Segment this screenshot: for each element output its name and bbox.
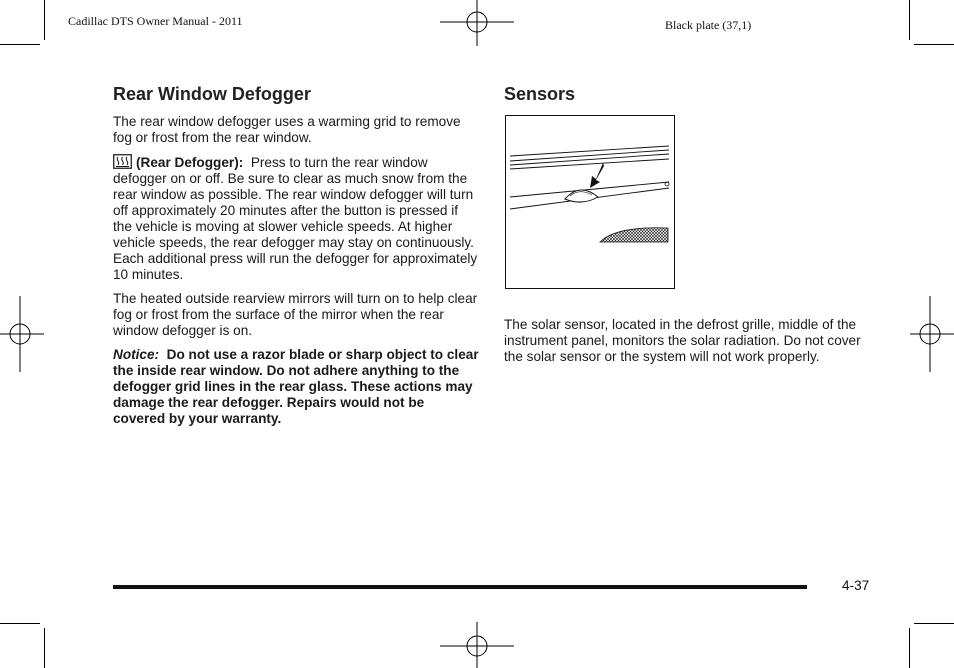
notice-label: Notice:	[113, 347, 160, 362]
solar-sensor-illustration	[506, 116, 673, 287]
registration-mark-top	[440, 0, 514, 46]
defogger-button-text: Press to turn the rear window defogger on or off. Be sure to clear as much snow from the rear window as possible. The rear window defogger will turn off approximately 20 minutes after the button is pressed if the vehicle is moving at slower vehicle speeds. At higher vehicle speeds, the rear defogger may stay on continuously. Each additional press will run the defogger for approximately 10 minutes.	[113, 155, 478, 282]
rear-window-defogger-section	[113, 84, 479, 427]
heated-mirrors-paragraph: The heated outside rearview mirrors will turn on to help clear fog or frost from the surface of the mirror when the rear window defogger is on.	[113, 291, 478, 338]
plate-label: Black plate (37,1)	[665, 18, 752, 32]
notice-paragraph	[113, 347, 479, 427]
footer-rule	[113, 585, 807, 589]
registration-mark-left	[0, 296, 44, 372]
solar-sensor-paragraph: The solar sensor, located in the defrost grille, middle of the instrument panel, monitors the solar radiation. Do not cover the solar sensor or the system will not work properly.	[504, 317, 861, 364]
sensors-text	[504, 317, 864, 365]
registration-mark-right	[910, 296, 954, 372]
manual-title: Cadillac DTS Owner Manual - 2011	[68, 14, 243, 28]
sensors-section	[504, 84, 864, 105]
defogger-button-label: (Rear Defogger):	[136, 155, 244, 170]
solar-sensor-figure	[505, 115, 675, 289]
section-heading: Sensors	[504, 84, 576, 104]
intro-paragraph: The rear window defogger uses a warming grid to remove fog or frost from the rear window.	[113, 114, 461, 145]
registration-mark-bottom	[440, 622, 514, 668]
defogger-button-paragraph	[113, 154, 479, 283]
section-heading: Rear Window Defogger	[113, 84, 311, 104]
rear-defogger-icon	[113, 154, 132, 169]
page-number: 4-37	[842, 578, 870, 593]
notice-text: Do not use a razor blade or sharp object to clear the inside rear window. Do not adhere anything to the defogger grid lines in the rear glass. These actions may damage the rear defogger. Repairs would not be covered by your warranty.	[113, 347, 479, 426]
